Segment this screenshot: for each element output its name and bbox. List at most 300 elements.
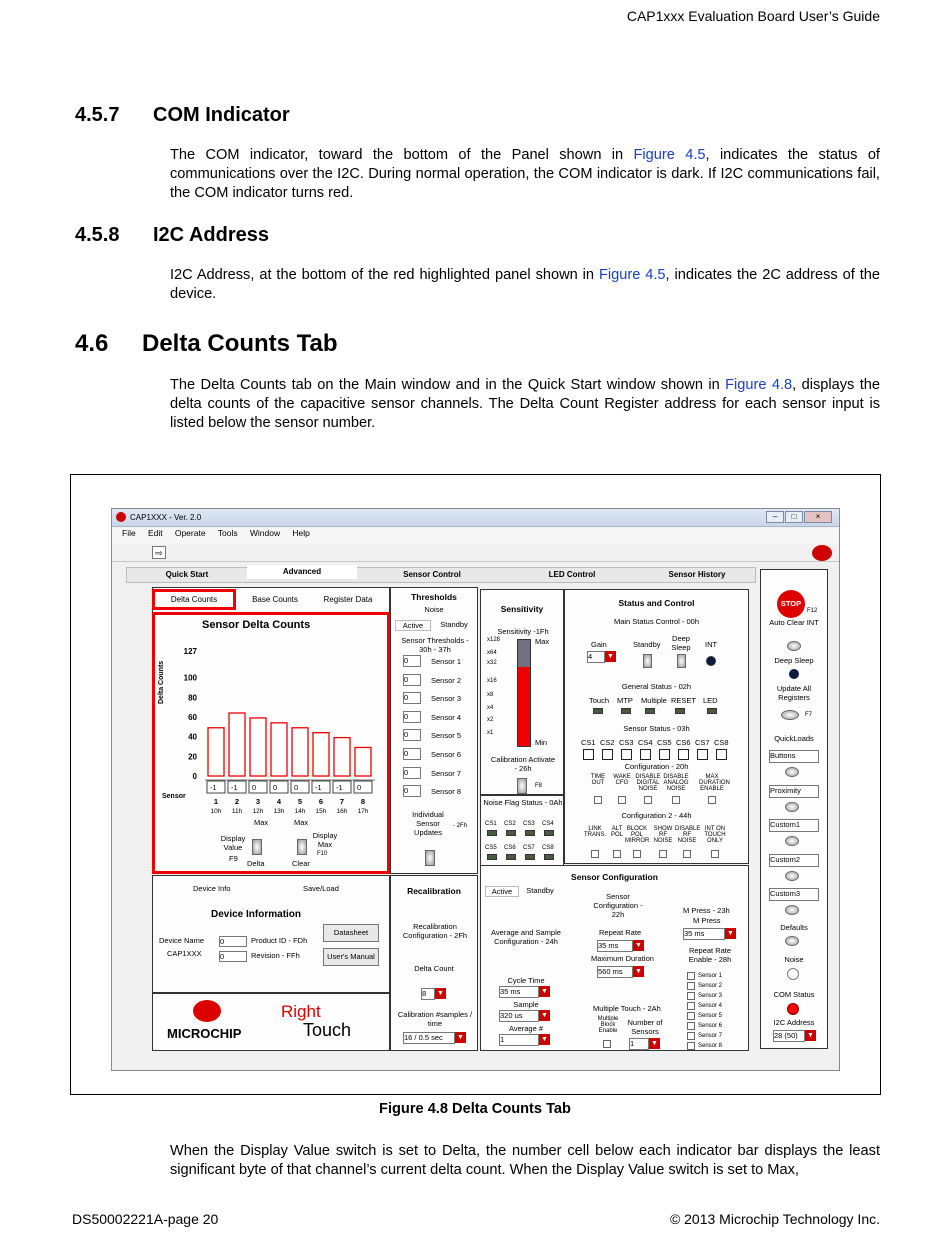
- config2-option-checkbox[interactable]: [591, 850, 599, 858]
- sensor-config22-label: Sensor Configuration - 22h: [593, 892, 643, 919]
- config-option-label: MAX DURATION ENABLE: [699, 774, 730, 792]
- tab-sensor-control[interactable]: Sensor Control: [403, 570, 461, 579]
- closing-paragraph: When the Display Value switch is set to Delta, the number cell below each indicator bar displays the least significant byte of that channel’s current delta count. When the Display Value switch is set to Max,: [170, 1143, 880, 1178]
- main-status-label: Main Status Control - 00h: [613, 617, 700, 626]
- paragraph-458: [170, 266, 880, 304]
- product-id-label: Product ID - FDh: [251, 936, 308, 945]
- config-option-checkbox[interactable]: [672, 796, 680, 804]
- individual-updates-toggle[interactable]: [425, 850, 435, 866]
- sensitivity-scale-label: x1: [487, 730, 494, 736]
- delta-value-text: 0: [357, 783, 362, 792]
- f10-label: F10: [317, 851, 328, 857]
- sensitivity-panel: [480, 589, 564, 795]
- right-control-panel: [760, 569, 828, 1049]
- menu-help[interactable]: Help: [292, 528, 310, 538]
- delta-count-dropdown-icon[interactable]: ▼: [435, 988, 446, 999]
- section-number: 4.5.8: [75, 224, 120, 246]
- righttouch-logo-touch: Touch: [303, 1020, 352, 1040]
- max-label: Max: [254, 818, 269, 827]
- quickload-button[interactable]: [785, 905, 799, 915]
- y-tick-label: 80: [188, 693, 197, 703]
- sensitivity-scale-label: x8: [487, 692, 494, 698]
- microchip-wordmark: MICROCHIP: [167, 1026, 242, 1041]
- mpress-select[interactable]: 35 ms: [683, 928, 725, 940]
- delta-bar: [271, 723, 287, 776]
- register-label: 12h: [252, 808, 264, 815]
- repeat-enable-sensor-label: Sensor 2: [698, 983, 723, 989]
- delta-bar: [292, 728, 308, 776]
- datasheet-button[interactable]: Datasheet: [323, 924, 379, 942]
- app-icon: [116, 512, 126, 522]
- repeat-enable-checkbox[interactable]: [687, 1002, 695, 1010]
- f8-label: F8: [535, 783, 543, 789]
- sensor-axis-label: Sensor: [162, 793, 186, 800]
- threshold-value-field[interactable]: 0: [403, 711, 421, 723]
- configuration-label: Configuration - 20h: [624, 762, 689, 771]
- individual-updates-label: Individual Sensor Updates: [412, 810, 444, 837]
- quickload-field: Custom2: [769, 854, 819, 867]
- sensor-status-cs-label: CS5: [657, 738, 672, 747]
- cycle-dropdown-icon[interactable]: ▼: [539, 986, 550, 997]
- sensitivity-scale-label: x32: [487, 660, 497, 666]
- users-manual-button[interactable]: User's Manual: [323, 948, 379, 966]
- i2c-dropdown-icon[interactable]: ▼: [805, 1030, 816, 1041]
- quickload-field: Buttons: [769, 750, 819, 763]
- y-tick-label: 127: [183, 647, 197, 656]
- repeat-enable-sensor-label: Sensor 5: [698, 1013, 723, 1019]
- microchip-logo-icon: [812, 545, 832, 561]
- repeat-rate-select[interactable]: 35 ms: [597, 940, 633, 952]
- tab-standby[interactable]: Standby: [526, 886, 554, 895]
- gain-select[interactable]: 4: [587, 651, 605, 663]
- config2-option-checkbox[interactable]: [613, 850, 621, 858]
- display-max-toggle[interactable]: [297, 839, 307, 855]
- logo-panel: [152, 993, 390, 1051]
- f12-label: F12: [807, 608, 818, 614]
- deep-sleep-toggle[interactable]: [677, 654, 686, 668]
- maxdur-dropdown-icon[interactable]: ▼: [633, 966, 644, 977]
- tab-device-info[interactable]: Device Info: [193, 884, 231, 893]
- int-led: [706, 656, 716, 666]
- noise-label: Noise: [784, 955, 804, 964]
- min-label: Min: [535, 738, 548, 747]
- repeat-enable-checkbox[interactable]: [687, 1042, 695, 1050]
- clear-label: Clear: [292, 859, 310, 868]
- sensor-config-title: Sensor Configuration: [571, 872, 658, 882]
- footer-copyright: © 2013 Microchip Technology Inc.: [669, 1211, 880, 1227]
- sensor-status-cs-label: CS8: [714, 738, 729, 747]
- repeat-enable-checkbox[interactable]: [687, 1022, 695, 1030]
- sensitivity-scale-label: x64: [487, 650, 497, 656]
- register-label: 16h: [336, 808, 348, 815]
- noise-flag-led: [544, 830, 554, 836]
- sensor-thresholds-label: Sensor Thresholds - 30h - 37h: [401, 636, 469, 654]
- device-name: CAP1XXX: [167, 949, 202, 958]
- x-tick-label: 7: [339, 797, 345, 806]
- close-icon[interactable]: ×: [804, 511, 832, 523]
- paragraph-457: [170, 146, 880, 203]
- repeat-enable-sensor-label: Sensor 3: [698, 993, 723, 999]
- tab-quick-start[interactable]: Quick Start: [165, 570, 209, 579]
- section-title: I2C Address: [153, 224, 269, 246]
- int-label: INT: [705, 640, 718, 649]
- general-status-led: [645, 708, 655, 714]
- delta-value-text: 0: [294, 783, 299, 792]
- auto-clear-button[interactable]: [787, 641, 801, 651]
- config2-option-checkbox[interactable]: [659, 850, 667, 858]
- delta-label: Delta: [247, 859, 265, 868]
- delta-value-text: -1: [315, 783, 322, 792]
- text: I2C Address, at the bottom of the red highlighted panel shown in: [170, 267, 599, 283]
- multiple-touch-label: Multiple Touch - 2Ah: [593, 1004, 661, 1013]
- footer-doc-number: DS50002221A-page 20: [72, 1211, 219, 1227]
- noise-flag-led: [525, 854, 535, 860]
- sensitivity-scale-label: x16: [487, 678, 497, 684]
- thresholds-panel: [390, 587, 478, 874]
- repeat-rate-enable-label: Repeat Rate Enable - 28h: [688, 946, 732, 964]
- repeat-dropdown-icon[interactable]: ▼: [633, 940, 644, 951]
- quickload-button[interactable]: [785, 802, 799, 812]
- threshold-value-field[interactable]: 0: [403, 674, 421, 686]
- config2-option-checkbox[interactable]: [683, 850, 691, 858]
- repeat-enable-checkbox[interactable]: [687, 1032, 695, 1040]
- calibration-toggle[interactable]: [517, 778, 527, 794]
- noise-flag-cs-label: CS5: [485, 845, 497, 851]
- i2c-address-label: I2C Address: [773, 1018, 815, 1027]
- general-status-label: Multiple: [641, 696, 667, 705]
- recalibration-title: Recalibration: [407, 886, 461, 896]
- cycle-time-select[interactable]: 35 ms: [499, 986, 539, 998]
- repeat-enable-checkbox[interactable]: [687, 972, 695, 980]
- chart-title: Sensor Delta Counts: [202, 619, 311, 631]
- run-arrow-icon[interactable]: ⇨: [152, 546, 166, 559]
- average-dropdown-icon[interactable]: ▼: [539, 1034, 550, 1045]
- auto-clear-label: Auto Clear INT: [769, 618, 819, 627]
- threshold-sensor-label: Sensor 5: [431, 731, 462, 741]
- threshold-sensor-label: Sensor 7: [431, 768, 462, 778]
- delta-value-text: -1: [210, 783, 217, 792]
- avg-sample-label: Average and Sample Configuration - 24h: [491, 928, 561, 946]
- device-name-label: Device Name: [159, 936, 205, 945]
- maximize-icon[interactable]: □: [785, 511, 803, 523]
- revision-label: Revision - FFh: [251, 951, 300, 960]
- noise-flag-label: Noise Flag Status - 0Ah: [483, 798, 563, 807]
- config-option-label: WAKE CFG: [613, 774, 631, 786]
- microchip-logo-icon: [193, 1000, 221, 1022]
- calibration-dropdown-icon[interactable]: ▼: [455, 1032, 466, 1043]
- max-label: Max: [294, 818, 309, 827]
- x-tick-label: 4: [276, 797, 282, 806]
- sample-dropdown-icon[interactable]: ▼: [539, 1010, 550, 1021]
- thresholds-title: Thresholds: [411, 592, 457, 602]
- general-status-label: General Status - 02h: [621, 682, 692, 691]
- noise-flag-led: [506, 830, 516, 836]
- sample-select[interactable]: 320 us: [499, 1010, 539, 1022]
- sensor-status-indicator: [640, 749, 651, 760]
- repeat-enable-sensor-label: Sensor 4: [698, 1003, 723, 1009]
- figure-caption: Figure 4.8 Delta Counts Tab: [379, 1101, 571, 1117]
- repeat-enable-checkbox[interactable]: [687, 1012, 695, 1020]
- sensor-status-indicator: [678, 749, 689, 760]
- section-heading-46: [75, 330, 338, 358]
- repeat-enable-sensor-label: Sensor 7: [698, 1033, 723, 1039]
- config2-option-label: INT ON TOUCH ONLY: [704, 826, 726, 844]
- menu-window[interactable]: Window: [249, 528, 281, 538]
- x-tick-label: 3: [255, 797, 261, 806]
- deep-sleep-led: [789, 669, 799, 679]
- register-label: 11h: [231, 808, 243, 815]
- sensor-status-indicator: [659, 749, 670, 760]
- noise-flag-cs-label: CS7: [523, 845, 535, 851]
- tab-save-load[interactable]: Save/Load: [303, 884, 339, 893]
- register-label: 15h: [315, 808, 327, 815]
- status-title: Status and Control: [618, 598, 695, 608]
- configuration2-label: Configuration 2 - 44h: [621, 811, 692, 820]
- general-status-label: LED: [703, 696, 718, 705]
- noise-flag-cs-label: CS2: [504, 821, 516, 827]
- register-label: - 2Fh: [453, 823, 468, 829]
- general-status-led: [593, 708, 603, 714]
- tab-led-control[interactable]: LED Control: [548, 570, 596, 579]
- nsens-dropdown-icon[interactable]: ▼: [649, 1038, 660, 1049]
- text: , displays the delta counts of the capacitive sensor channels. The Delta Count Register address for each sensor input is listed below the sensor number.: [170, 377, 880, 431]
- section-number: 4.5.7: [75, 104, 120, 126]
- threshold-value-field[interactable]: 0: [403, 729, 421, 741]
- y-tick-label: 20: [188, 752, 197, 762]
- x-tick-label: 6: [318, 797, 324, 806]
- calibration-label: Calibration Activate - 26h: [490, 755, 556, 773]
- config2-option-checkbox[interactable]: [711, 850, 719, 858]
- section-heading-458: [75, 224, 269, 247]
- general-status-label: Touch: [589, 696, 610, 705]
- delta-bar: [208, 728, 224, 776]
- delta-bar: [229, 713, 245, 776]
- recal-config-label: Recalibration Configuration - 2Fh: [402, 922, 468, 940]
- sensitivity-scale-label: x128: [487, 637, 501, 643]
- window-title: CAP1XXX - Ver. 2.0: [130, 513, 202, 522]
- figure-link[interactable]: Figure 4.8: [725, 377, 793, 393]
- config-option-checkbox[interactable]: [594, 796, 602, 804]
- average-label: Average #: [508, 1024, 544, 1033]
- sensor-status-cs-label: CS2: [600, 738, 615, 747]
- delta-value-text: -1: [336, 783, 343, 792]
- repeat-enable-checkbox[interactable]: [687, 992, 695, 1000]
- noise-flag-led: [487, 830, 497, 836]
- repeat-enable-checkbox[interactable]: [687, 982, 695, 990]
- calibration-samples-select[interactable]: 16 / 0.5 sec: [403, 1032, 455, 1044]
- toolbar: [112, 544, 839, 562]
- section-title: Delta Counts Tab: [142, 330, 338, 357]
- config-option-checkbox[interactable]: [618, 796, 626, 804]
- tab-active[interactable]: Active: [395, 620, 431, 631]
- y-tick-label: 40: [188, 732, 197, 742]
- config2-option-label: LINK TRANS.: [583, 826, 606, 838]
- noise-flag-panel: [480, 795, 564, 874]
- section-heading-457: [75, 104, 290, 127]
- text: , indicates the 2C address of the device.: [170, 267, 880, 302]
- noise-led: [787, 968, 799, 980]
- delta-bar: [313, 733, 329, 776]
- config2-option-label: DISABLE RF NOISE: [675, 826, 701, 844]
- threshold-value-field[interactable]: 0: [403, 655, 421, 667]
- general-status-label: RESET: [671, 696, 697, 705]
- standby-toggle[interactable]: [643, 654, 652, 668]
- menu-file[interactable]: File: [122, 528, 136, 538]
- noise-flag-cs-label: CS8: [542, 845, 554, 851]
- sensitivity-title: Sensitivity: [500, 604, 544, 614]
- sensor-status-indicator: [697, 749, 708, 760]
- general-status-led: [621, 708, 631, 714]
- noise-flag-cs-label: CS3: [523, 821, 535, 827]
- figure-link[interactable]: Figure 4.5: [598, 267, 666, 283]
- menu-bar: [112, 528, 839, 544]
- y-axis-label: Delta Counts: [158, 660, 165, 704]
- y-tick-label: 0: [192, 772, 197, 781]
- mpress-dropdown-icon[interactable]: ▼: [725, 928, 736, 939]
- general-status-led: [675, 708, 685, 714]
- main-tab-strip: [126, 567, 756, 583]
- tab-sensor-history[interactable]: Sensor History: [668, 570, 726, 579]
- config-option-checkbox[interactable]: [644, 796, 652, 804]
- deep-sleep-label: Deep Sleep: [774, 656, 814, 665]
- sample-label: Sample: [513, 1000, 539, 1009]
- delta-value-text: 0: [273, 783, 278, 792]
- register-label: 13h: [273, 808, 285, 815]
- sensitivity-scale-label: x4: [487, 705, 494, 711]
- sensitivity-scale-label: x2: [487, 717, 494, 723]
- delta-counts-chart: [167, 634, 387, 815]
- delta-count-label: Delta Count: [414, 964, 454, 973]
- gain-dropdown-icon[interactable]: ▼: [605, 651, 616, 662]
- sensor-status-cs-label: CS4: [638, 738, 653, 747]
- threshold-value-field[interactable]: 0: [403, 692, 421, 704]
- number-of-sensors-select[interactable]: 1: [629, 1038, 649, 1050]
- noise-flag-led: [487, 854, 497, 860]
- quickloads-label: QuickLoads: [774, 734, 814, 743]
- quickload-button[interactable]: [785, 767, 799, 777]
- f7-label: F7: [805, 712, 813, 718]
- quickload-field: Proximity: [769, 785, 819, 798]
- display-value-toggle[interactable]: [252, 839, 262, 855]
- section-title: COM Indicator: [153, 104, 290, 126]
- threshold-sensor-label: Sensor 8: [431, 787, 462, 797]
- config-option-label: DISABLE DIGITAL NOISE: [635, 774, 661, 792]
- sensitivity-slider-track[interactable]: [517, 639, 531, 747]
- delta-count-select[interactable]: 8: [421, 988, 435, 1000]
- display-max-label: Display Max: [312, 831, 338, 849]
- sensitivity-slider-fill: [518, 667, 530, 747]
- threshold-value-field[interactable]: 0: [403, 767, 421, 779]
- sensor-status-indicator: [716, 749, 727, 760]
- update-all-button[interactable]: [781, 710, 799, 720]
- mpress-register-label: M Press - 23h: [683, 906, 730, 915]
- x-tick-label: 8: [360, 797, 366, 806]
- config-option-checkbox[interactable]: [708, 796, 716, 804]
- multiple-block-checkbox[interactable]: [603, 1040, 611, 1048]
- noise-flag-cs-label: CS6: [504, 845, 516, 851]
- recalibration-panel: [390, 875, 478, 1051]
- sensitivity-register: Sensitivity -1Fh: [497, 627, 549, 636]
- righttouch-logo-right: Right: [281, 1002, 321, 1021]
- quickload-field: Custom1: [769, 819, 819, 832]
- threshold-sensor-label: Sensor 3: [431, 694, 462, 704]
- threshold-sensor-label: Sensor 1: [431, 657, 462, 666]
- running-header: CAP1xxx Evaluation Board User’s Guide: [626, 8, 880, 24]
- multiple-block-enable-label: Multiple Block Enable: [597, 1016, 619, 1034]
- repeat-enable-sensor-label: Sensor 8: [698, 1043, 723, 1049]
- quickload-button[interactable]: [785, 871, 799, 881]
- defaults-button[interactable]: [785, 936, 799, 946]
- revision-field: 0: [219, 951, 247, 962]
- delta-bar: [355, 747, 371, 776]
- register-label: 14h: [294, 808, 306, 815]
- menu-tools[interactable]: Tools: [217, 528, 238, 538]
- threshold-value-field[interactable]: 0: [403, 748, 421, 760]
- max-duration-select[interactable]: 560 ms: [597, 966, 633, 978]
- repeat-enable-sensor-label: Sensor 6: [698, 1023, 723, 1029]
- sensor-status-cs-label: CS1: [581, 738, 596, 747]
- noise-flag-led: [544, 854, 554, 860]
- i2c-address-field[interactable]: 28 (50): [773, 1030, 805, 1042]
- sensor-status-indicator: [583, 749, 594, 760]
- y-tick-label: 60: [188, 712, 197, 722]
- product-id-field: 0: [219, 936, 247, 947]
- delta-bar: [334, 738, 350, 776]
- average-select[interactable]: 1: [499, 1034, 539, 1046]
- menu-edit[interactable]: Edit: [147, 528, 163, 538]
- max-label: Max: [535, 637, 550, 646]
- sensor-status-cs-label: CS7: [695, 738, 710, 747]
- quickload-button[interactable]: [785, 836, 799, 846]
- figure-link[interactable]: Figure 4.5: [633, 147, 706, 163]
- x-tick-label: 5: [297, 797, 303, 806]
- config-option-label: TIME OUT: [590, 774, 606, 786]
- tab-advanced[interactable]: Advanced: [247, 565, 357, 579]
- subtab-register-data[interactable]: Register Data: [323, 595, 373, 604]
- quickload-field: Custom3: [769, 888, 819, 901]
- text: The Delta Counts tab on the Main window and in the Quick Start window shown in: [170, 377, 726, 393]
- noise-flag-cs-label: CS4: [542, 821, 554, 827]
- number-of-sensors-label: Number of Sensors: [627, 1018, 663, 1036]
- noise-flag-led: [506, 854, 516, 860]
- paragraph-46: [170, 376, 880, 433]
- com-status-led: [787, 1003, 799, 1015]
- tab-standby[interactable]: Standby: [440, 620, 468, 629]
- mpress-label: M Press: [693, 916, 721, 925]
- com-status-label: COM Status: [773, 990, 815, 999]
- config2-option-checkbox[interactable]: [633, 850, 641, 858]
- minimize-icon[interactable]: –: [766, 511, 784, 523]
- delta-bar: [250, 718, 266, 776]
- menu-operate[interactable]: Operate: [174, 528, 206, 538]
- subtab-base-counts[interactable]: Base Counts: [252, 595, 298, 604]
- status-control-panel: [564, 589, 749, 864]
- text: The COM indicator, toward the bottom of the Panel shown in: [170, 147, 634, 163]
- x-tick-label: 1: [213, 797, 219, 806]
- sensor-status-cs-label: CS6: [676, 738, 691, 747]
- delta-value-text: -1: [231, 783, 238, 792]
- stop-button[interactable]: STOP: [777, 590, 805, 618]
- threshold-sensor-label: Sensor 6: [431, 750, 462, 759]
- section-number: 4.6: [75, 330, 109, 357]
- y-tick-label: 100: [183, 673, 197, 683]
- calibration-samples-label: Calibration #samples / time: [397, 1010, 473, 1028]
- tab-active[interactable]: Active: [485, 886, 519, 897]
- gain-label: Gain: [591, 640, 607, 649]
- subtab-delta-counts[interactable]: Delta Counts: [152, 589, 236, 610]
- sensor-status-indicator: [602, 749, 613, 760]
- threshold-value-field[interactable]: 0: [403, 785, 421, 797]
